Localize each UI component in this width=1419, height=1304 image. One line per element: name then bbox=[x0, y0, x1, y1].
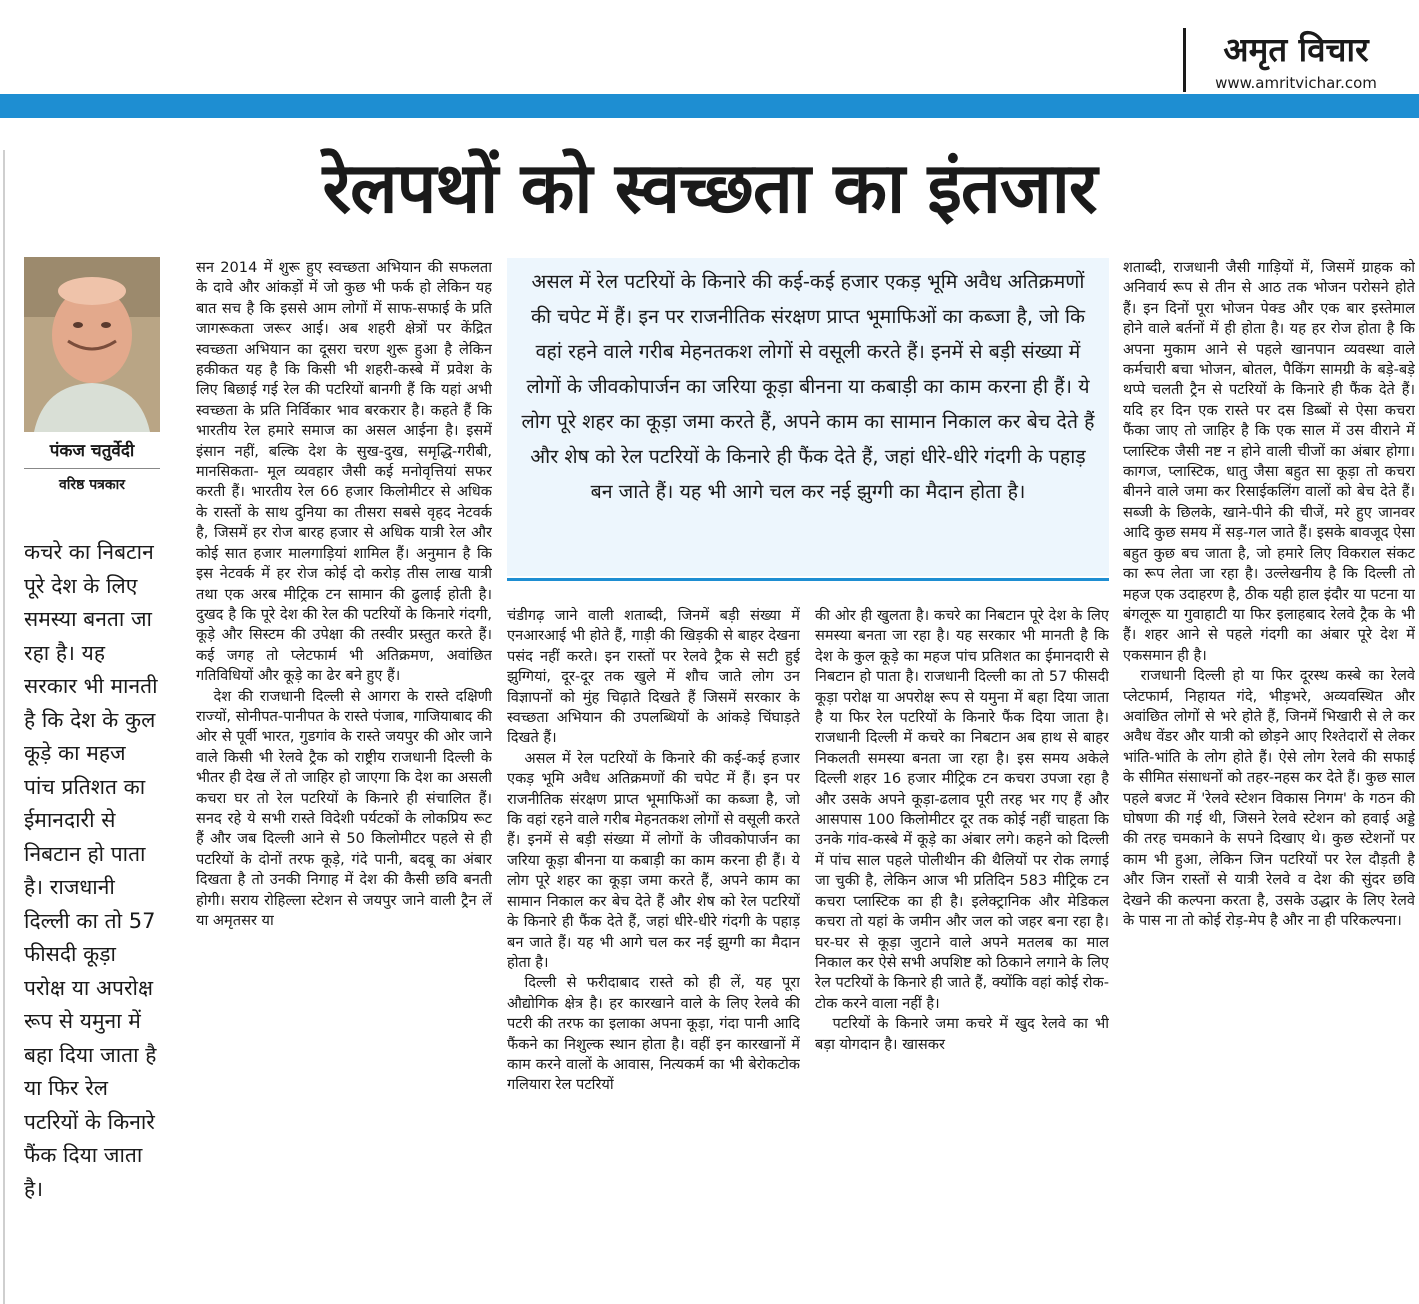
side-quote: कचरे का निबटान पूरे देश के लिए समस्या बनता जा रहा है। यह सरकार भी मानती है कि देश के कुल कूड़े का महज पांच प्रतिशत का ईमानदारी से निबटान हो पाता है। राजधानी दिल्ली का तो 57 फीसदी कूड़ा परोक्ष या अपरोक्ष रूप से यमुना में बहा दिया जाता है या फिर रेल पटरियों के किनारे फैंक दिया जाता है। bbox=[24, 540, 158, 1201]
paragraph: पटरियों के किनारे जमा कचरे में खुद रेलवे का भी बड़ा योगदान है। खासकर bbox=[815, 1015, 1109, 1053]
paragraph: देश की राजधानी दिल्ली से आगरा के रास्ते दक्षिणी राज्यों, सोनीपत-पानीपत के रास्ते पंजाब, गाजियाबाद की ओर से पूर्वी भारत, गुडगांव के रास्ते जयपुर की ओर जाने वाले किसी भी रेलवे ट्रैक को राष्ट्रीय राजधानी दिल्ली के भीतर ही देख लें तो जाहिर हो जाएगा कि देश का असली कचरा घर तो रेल पटरियों के किनारे ही संचालित हैं। सनद रहे ये सभी रास्ते विदेशी पर्यटकों के लोकप्रिय रूट हैं और जब दिल्ली आने से 50 किलोमीटर पहले से ही पटरियों के दोनों तरफ कूड़े, गंदे पानी, बदबू का अंबार दिखता है तो उनकी निगाह में देश की कैसी छवि बनती होगी। सराय रोहिल्ला स्टेशन से जयपुर जाने वाली ट्रैन लें या अमृतसर या bbox=[196, 687, 492, 929]
paragraph: की ओर ही खुलता है। कचरे का निबटान पूरे देश के लिए समस्या बनता जा रहा है। यह सरकार भी मानती है कि देश के कुल कूड़े का महज पांच प्रतिशत का ईमानदारी से निबटान हो पाता है। राजधानी दिल्ली का तो 57 फीसदी कूड़ा परोक्ष या अपरोक्ष रूप से यमुना में बहा दिया जाता है या फिर रेल पटरियों के किनारे फैंक दिया जाता है। राजधानी दिल्ली में कचरे का निबटान अब हाथ से बाहर निकलती समस्या बनता जा रहा है। इस समय अकेले दिल्ली शहर 16 हजार मीट्रिक टन कचरा उपजा रहा है और उसके अपने कूड़ा-ढलाव पूरी तरह भर गए हैं और आसपास 100 किलोमीटर दूर तक कोई नहीं चाहता कि उनके गांव-कस्बे में कूड़े का अंबार लगे। कहने को दिल्ली में पांच साल पहले पोलीथीन की थैलियों पर रोक लगाई जा चुकी है, लेकिन आज भी प्रतिदिन 583 मीट्रिक टन कचरा प्लास्टिक का ही है। इलेक्ट्रानिक और मेडिकल कचरा तो यहां के जमीन और जल को जहर बना रहा है। घर-घर से कूड़ा जुटाने वाले अपने मतलब का माल निकाल कर ऐसे सभी अपशिष्ट को ठिकाने लगाने के लिए रेल पटरियों के किनारे ही जाते हैं, क्योंकि वहां कोई रोक-टोक करने वाला नहीं है। bbox=[815, 607, 1109, 1012]
article-column-1 bbox=[196, 258, 492, 1304]
pull-quote: असल में रेल पटरियों के किनारे की कई-कई हजार एकड़ भूमि अवैध अतिक्रमणों की चपेट में हैं। इन पर राजनीतिक संरक्षण प्राप्त भूमाफिओं का कब्जा है, जो कि वहां रहने वाले गरीब मेहनतकश लोगों से वसूली करते हैं। इनमें से बड़ी संख्या में लोगों के जीवकोपार्जन का जरिया कूड़ा बीनना या कबाड़ी का काम करना ही हैं। ये लोग पूरे शहर का कूड़ा जमा करते हैं, अपने काम का सामान निकाल कर बेच देते हैं और शेष को रेल पटरियों के किनारे ही फैंक देते हैं, जहां धीरे-धीरे गंदगी के पहाड़ बन जाते हैं। यह भी आगे चल कर नई झुग्गी का मैदान होता है। bbox=[507, 258, 1109, 576]
paragraph: राजधानी दिल्ली हो या फिर दूरस्थ कस्बे का रेलवे प्लेटफार्म, निहायत गंदे, भीड़भरे, अव्यवस्थित और अवांछित लोगों से भरे होते हैं, जिनमें भिखारी से ले कर अवैध वेंडर और यात्री को छोड़ने आए रिश्तेदारों से लेकर भांति-भांति के लोग होते हैं। ऐसे लोग रेलवे की सफाई के सीमित संसाधनों को तहर-नहस कर देते हैं। कुछ साल पहले बजट में 'रेलवे स्टेशन विकास निगम' के गठन की घोषणा की गई थी, जिसने रेलवे स्टेशन को हवाई अड्डे की तरह चमकाने के सपने दिखाए थे। कुछ स्टेशनों पर काम भी हुआ, लेकिन जिन पटरियों पर रेल दौड़ती है और जिन रास्तों से यात्री रेलवे व देश की सुंदर छवि देखने की कल्पना करता है, उसके उद्धार के लिए रेलवे के पास ना तो कोई रोड़-मेप है और ना ही परिकल्पना। bbox=[1123, 667, 1415, 929]
headline: रेलपथों को स्वच्छता का इंतजार bbox=[322, 147, 1097, 229]
paragraph: दिल्ली से फरीदाबाद रास्ते को ही लें, यह पूरा औद्योगिक क्षेत्र है। हर कारखाने वाले के लिए रेलवे की पटरी की तरफ का इलाका अपना कूड़ा, गंदा पानी आदि फैंकने का निशुल्क स्थान होता है। वहीं इन कारखानों में काम करने वालों के आवास, नित्यकर्म का भी बेरोकटोक गलियारा रेल पटरियों bbox=[507, 974, 800, 1094]
pull-quote-rule bbox=[507, 578, 1109, 581]
paragraph: सन 2014 में शुरू हुए स्वच्छता अभियान की सफलता के दावे और आंकड़ों में जो कुछ भी फर्क हो लेकिन यह बात सच है कि इससे आम लोगों में साफ-सफाई के प्रति जागरूकता जरूर आई। अब शहरी क्षेत्रों पर केंद्रित स्वच्छता अभियान का दूसरा चरण शुरू हुआ है लेकिन हकीकत यह है कि किसी भी शहरी-कस्बे में प्रवेश के लिए बिछाई गई रेल की पटरियों बानगी हैं कि यहां अभी स्वच्छता के प्रति निर्विकार भाव बरकरार है। कहते हैं कि भारतीय रेल हमारे समाज का असल आईना है। इसमें इंसान नहीं, बल्कि देश के सुख-दुख, समृद्धि-गरीबी, मानसिकता- मूल व्यवहार जैसी कई मनोवृत्तियां सफर करती हैं। भारतीय रेल 66 हजार किलोमीटर से अधिक के रास्तों के साथ दुनिया का तीसरा सबसे वृहद नेटवर्क है, जिसमें हर रोज बारह हजार से अधिक यात्री रेल और कोई सात हजार मालगाड़ियां शामिल हैं। अनुमान है कि इस नेटवर्क में हर रोज कोई दो करोड़ तीस लाख यात्री तथा एक अरब मीट्रिक टन सामान की ढुलाई होती है। दुखद है कि पूरे देश की रेल की पटरियों के किनारे गंदगी, कूड़े और सिस्टम की उपेक्षा की तस्वीर प्रस्तुत करते हैं। कई जगह तो प्लेटफार्म भी अतिक्रमण, अवांछित गतिविधियों और कूड़े का ढेर बने हुए हैं। bbox=[196, 259, 492, 685]
author-photo bbox=[24, 257, 160, 432]
article-column-3 bbox=[815, 606, 1109, 1304]
article-column-2 bbox=[507, 606, 800, 1304]
brand-name: अमृत विचार bbox=[1223, 30, 1369, 69]
paragraph: शताब्दी, राजधानी जैसी गाड़ियों में, जिसमें ग्राहक को अनिवार्य रूप से तीन से आठ तक भोजन परोसने होते हैं। इन दिनों पूरा भोजन पेक्ड और एक बार इस्तेमाल होने वाले बर्तनों में ही होता है। यह हर रोज होता है कि अपना मुकाम आने से पहले खानपान व्यवस्था वाले कर्मचारी बचा भोजन, बोतल, पैकिंग सामग्री के बड़े-बड़े थप्पे चलती ट्रैन से पटरियों के किनारे ही फैंक देते हैं। यदि हर दिन एक रास्ते पर दस डिब्बों से ऐसा कचरा फैंका जाए तो जाहिर है कि एक साल में उस वीराने में प्लास्टिक जैसी नष्ट न होने वाली चीजों का अंबार होगा। कागज, प्लास्टिक, धातु जैसा बहुत सा कूड़ा तो कचरा बीनने वाले जमा कर रिसाईकलिंग वालों को बेच देते हैं। सब्जी के छिलके, खाने-पीने की चीजें, मरे हुए जानवर आदि कुछ समय में सड़-गल जाते हैं। इसके बावजूद ऐसा बहुत कुछ बच जाता है, जो हमारे लिए विकराल संकट का रूप लेता जा रहा है। उल्लेखनीय है कि दिल्ली तो महज एक उदाहरण है, ठीक यही हाल इंदौर या पटना या बंगलूरू या गुवाहाटी या फिर इलाहबाद रेलवे ट्रैक के भी हैं। शहर आने से पहले गंदगी का अंबार पूरे देश में एकसमान ही है। bbox=[1123, 259, 1415, 664]
author-role: वरिष्ठ पत्रकार bbox=[58, 477, 126, 493]
page-edge-line bbox=[3, 150, 5, 1304]
author-portrait-icon bbox=[24, 257, 160, 432]
masthead-divider bbox=[1183, 28, 1186, 92]
author-name: पंकज चतुर्वेदी bbox=[24, 434, 160, 469]
paragraph: असल में रेल पटरियों के किनारे की कई-कई हजार एकड़ भूमि अवैध अतिक्रमणों की चपेट में हैं। इन पर राजनीतिक संरक्षण प्राप्त भूमाफिओं का कब्जा है, जो कि वहां रहने वाले गरीब मेहनतकश लोगों से वसूली करते हैं। इनमें से बड़ी संख्या में लोगों के जीवकोपार्जन का जरिया कूड़ा बीनना या कबाड़ी का काम करना ही हैं। ये लोग पूरे शहर का कूड़ा जमा करते हैं, अपने काम का सामान निकाल कर बेच देते हैं और शेष को रेल पटरियों के किनारे ही फैंक देते हैं, जहां धीरे-धीरे गंदगी के पहाड़ बन जाते हैं। यह भी आगे चल कर नई झुग्गी का मैदान होता है। bbox=[507, 749, 800, 971]
header-color-bar bbox=[0, 94, 1419, 118]
article-column-4 bbox=[1123, 258, 1415, 1304]
paragraph: चंडीगढ़ जाने वाली शताब्दी, जिनमें बड़ी संख्या में एनआरआई भी होते हैं, गाड़ी की खिड़की से बाहर देखना पसंद नहीं करते। इन रास्तों पर रेलवे ट्रैक से सटी हुई झुग्गियां, दूर-दूर तक खुले में शौच जाते लोग उन विज्ञापनों को मुंह चिढ़ाते दिखते हैं जिसमें सरकार के स्वच्छता अभियान की उपलब्धियों के आंकड़े चिंघाड़ते दिखते हैं। bbox=[507, 607, 800, 747]
brand-url[interactable]: www.amritvichar.com bbox=[1215, 74, 1377, 92]
